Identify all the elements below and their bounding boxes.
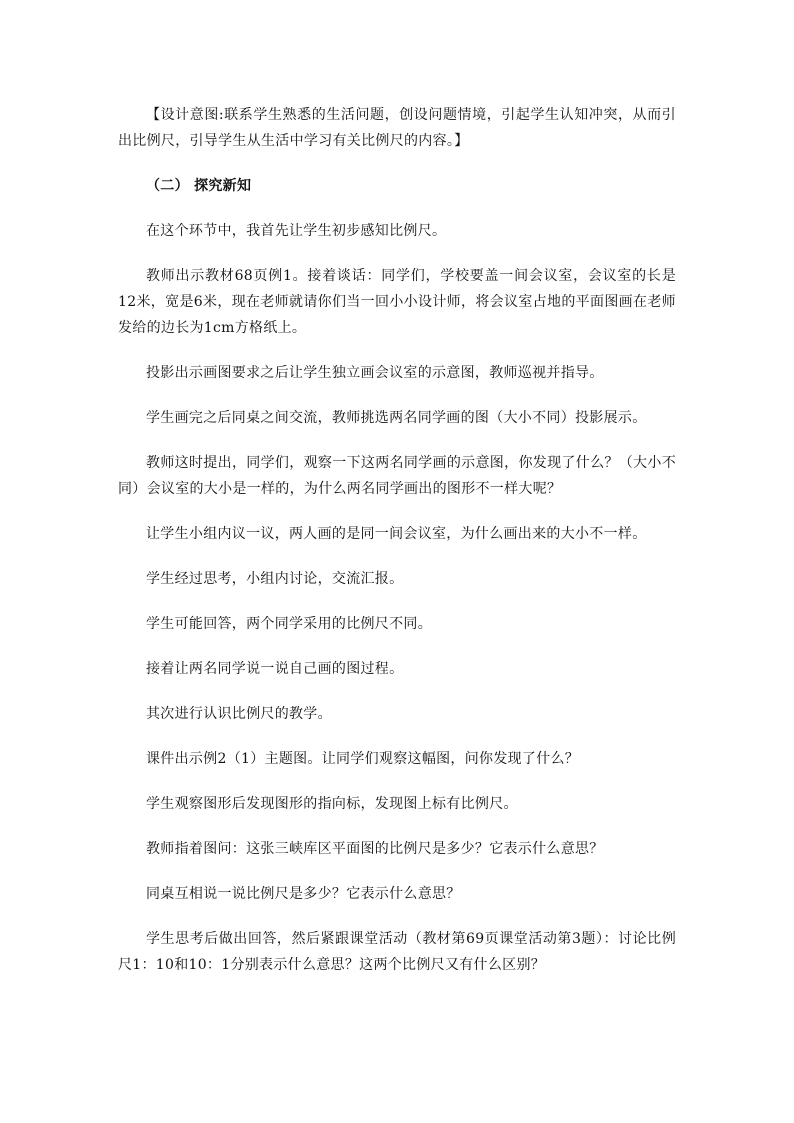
design-intent-paragraph: 【设计意图:联系学生熟悉的生活问题，创设问题情境，引起学生认知冲突，从而引出比例尺，引导学生从生活中学习有关比例尺的内容。】 xyxy=(118,107,676,149)
paragraph-teach-scale: 其次进行认识比例尺的教学。 xyxy=(146,706,332,722)
paragraph-observe: 学生观察图形后发现图形的指向标，发现图上标有比例尺。 xyxy=(146,796,518,812)
paragraph-peer-talk: 同桌互相说一说比例尺是多少？它表示什么意思？ xyxy=(146,886,461,902)
document-body xyxy=(118,102,676,997)
paragraph-example-1: 教师出示教材68页例1。接着谈话：同学们，学校要盖一间会议室，会议室的长是12米，宽是6米，现在老师就请你们当一回小小设计师，将会议室占地的平面图画在老师发给的边长为1cm方格纸上。 xyxy=(118,268,676,336)
paragraph-projection: 投影出示画图要求之后让学生独立画会议室的示意图，教师巡视并指导。 xyxy=(146,365,604,381)
paragraph-example-2: 课件出示例2（1）主题图。让同学们观察这幅图，问你发现了什么？ xyxy=(146,751,580,767)
paragraph-answer: 学生可能回答，两个同学采用的比例尺不同。 xyxy=(146,616,432,632)
paragraph-question: 教师这时提出，同学们，观察一下这两名同学画的示意图，你发现了什么？（大小不同）会议室的大小是一样的，为什么两名同学画出的图形不一样大呢？ xyxy=(118,455,676,497)
section-heading: （二） 探究新知 xyxy=(146,178,252,194)
paragraph-group-discuss: 让学生小组内议一议，两人画的是同一间会议室，为什么画出来的大小不一样。 xyxy=(146,526,647,542)
paragraph-classroom-activity: 学生思考后做出回答，然后紧跟课堂活动（教材第69页课堂活动第3题）：讨论比例尺1：10和10：1分别表示什么意思？这两个比例尺又有什么区别？ xyxy=(118,931,676,973)
paragraph-report: 学生经过思考，小组内讨论，交流汇报。 xyxy=(146,571,404,587)
paragraph-explain-process: 接着让两名同学说一说自己画的图过程。 xyxy=(146,661,404,677)
paragraph-perceive: 在这个环节中，我首先让学生初步感知比例尺。 xyxy=(146,223,447,239)
paragraph-exchange: 学生画完之后同桌之间交流，教师挑选两名同学画的图（大小不同）投影展示。 xyxy=(146,410,647,426)
paragraph-teacher-asks: 教师指着图问：这张三峡库区平面图的比例尺是多少？它表示什么意思？ xyxy=(146,841,604,857)
